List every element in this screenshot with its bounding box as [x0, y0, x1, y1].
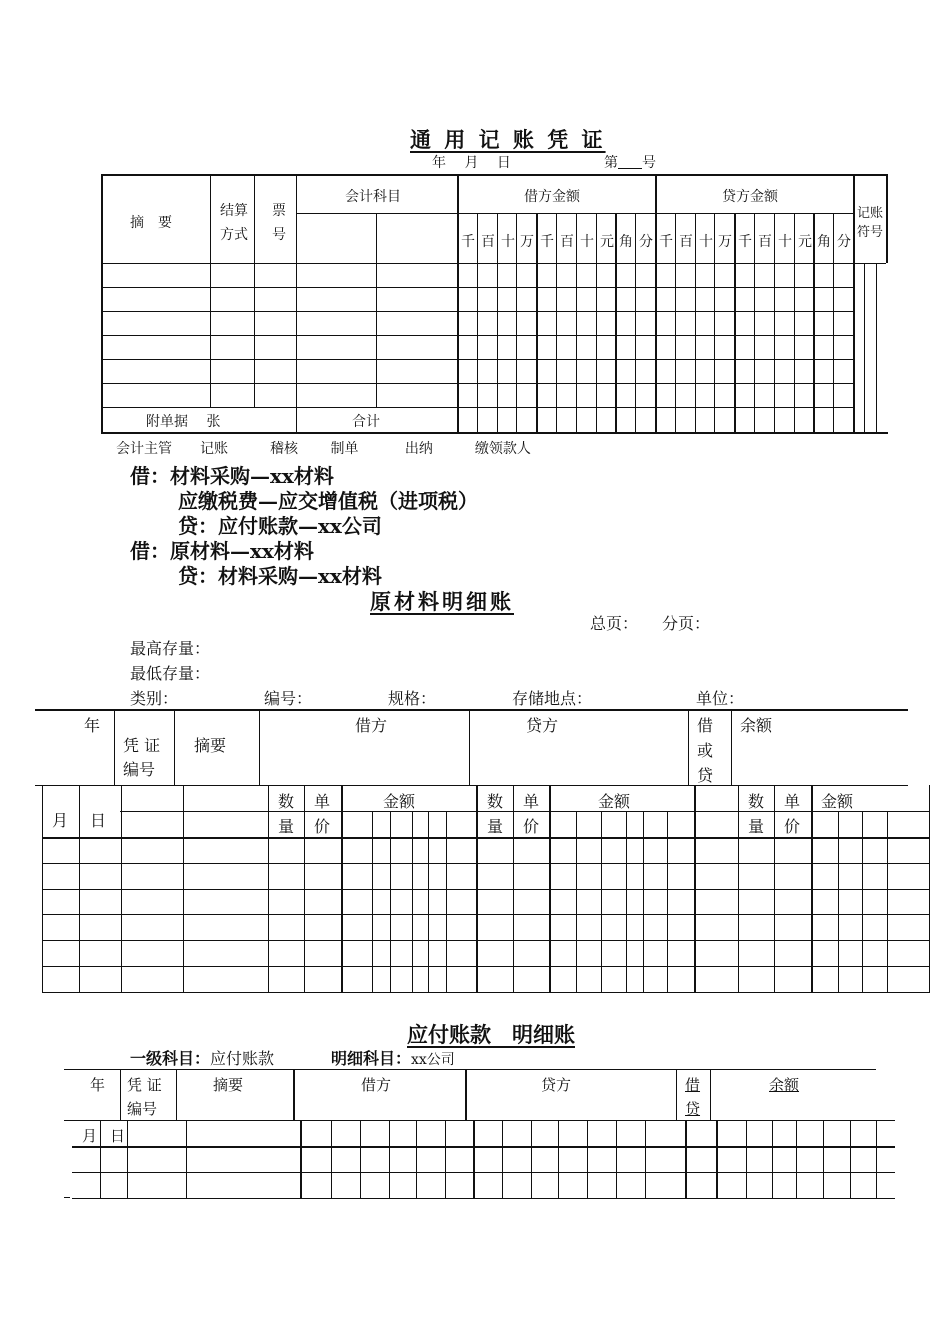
grid-line: [42, 837, 930, 839]
ledger1-pages: 总页： 分页：: [590, 614, 711, 633]
grid-line: [850, 1120, 851, 1198]
grid-line: [556, 213, 557, 432]
ledger1-credit-price-2: 价: [523, 817, 540, 836]
entry-line-2: 应缴税费—应交增值税（进项税）: [178, 489, 478, 513]
ledger1-category: 类别：: [130, 689, 179, 708]
credit-digit-header: 十: [778, 234, 792, 250]
grid-line: [42, 914, 930, 915]
grid-line: [731, 709, 732, 785]
grid-line: [675, 213, 676, 432]
grid-line: [714, 213, 715, 432]
ledger1-header-credit: 贷方: [526, 716, 559, 735]
ledger2-header-voucher-2: 编号: [127, 1100, 158, 1118]
grid-line: [101, 432, 888, 434]
ledger2-title: 应付账款 明细账: [407, 1022, 575, 1047]
ledger2-detail-label: 明细科目：: [331, 1049, 412, 1068]
voucher-number-suffix: 号: [642, 155, 656, 171]
ledger1-header-year: 年: [84, 716, 101, 735]
ledger1-header-balance: 余额: [740, 716, 773, 735]
ledger1-location: 存储地点：: [512, 689, 593, 708]
grid-line: [296, 213, 457, 214]
grid-line: [643, 811, 644, 993]
grid-line: [876, 1120, 877, 1198]
grid-line: [502, 1120, 503, 1198]
voucher-number-blank: [618, 154, 642, 169]
grid-line: [114, 709, 115, 785]
grid-line: [626, 811, 627, 993]
grid-line: [513, 785, 514, 993]
grid-line: [833, 213, 834, 432]
debit-digit-header: 百: [560, 234, 574, 250]
grid-line: [360, 1120, 361, 1198]
grid-line: [587, 1120, 588, 1198]
ledger1-credit-amount: 金额: [598, 792, 631, 811]
debit-digit-header: 元: [600, 234, 614, 250]
grid-line: [100, 1120, 101, 1198]
grid-line: [645, 1120, 646, 1198]
grid-line: [886, 174, 888, 263]
grid-line: [341, 785, 343, 993]
credit-digit-header: 元: [798, 234, 812, 250]
debit-digit-header: 角: [619, 234, 633, 250]
ledger2-header-credit: 贷方: [541, 1076, 572, 1094]
grid-line: [254, 174, 255, 407]
ledger1-header-dir-3: 贷: [697, 766, 714, 785]
grid-line: [469, 709, 470, 785]
grid-line: [772, 1120, 773, 1198]
voucher-header-ticket-2: 号: [272, 227, 286, 243]
grid-line: [174, 709, 175, 785]
grid-line: [794, 213, 795, 432]
grid-line: [372, 811, 373, 993]
debit-digit-header: 分: [639, 234, 653, 250]
grid-line: [42, 940, 930, 941]
debit-digit-header: 千: [461, 234, 475, 250]
credit-digit-header: 千: [659, 234, 673, 250]
ledger1-header-month: 月: [52, 811, 69, 830]
grid-line: [64, 1120, 895, 1121]
credit-digit-header: 百: [758, 234, 772, 250]
grid-line: [42, 863, 930, 864]
voucher-header-mark-1: 记账: [857, 206, 884, 221]
ledger1-balance-price-2: 价: [784, 817, 801, 836]
grid-line: [738, 785, 739, 993]
grid-line: [416, 1120, 417, 1198]
ledger1-balance-price-1: 单: [784, 792, 801, 811]
credit-digit-header: 分: [837, 234, 851, 250]
grid-line: [716, 1120, 718, 1198]
ledger2-header-month: 月: [82, 1127, 98, 1145]
grid-line: [42, 992, 930, 993]
ledger1-credit-price-1: 单: [523, 792, 540, 811]
voucher-title: 通 用 记 账 凭 证: [410, 127, 606, 152]
grid-line: [268, 785, 269, 993]
grid-line: [497, 213, 498, 432]
voucher-header-settle-2: 方式: [220, 227, 248, 243]
grid-line: [536, 213, 538, 432]
debit-digit-header: 十: [580, 234, 594, 250]
grid-line: [42, 889, 930, 890]
ledger2-level1-value: 应付账款: [210, 1049, 275, 1068]
ledger1-number: 编号：: [264, 689, 313, 708]
grid-line: [635, 213, 636, 432]
grid-line: [853, 263, 886, 264]
grid-line: [746, 1120, 747, 1198]
ledger1-spec: 规格：: [388, 689, 437, 708]
grid-line: [42, 966, 930, 967]
ledger1-debit-qty-1: 数: [278, 792, 295, 811]
ledger2-level1: [130, 1046, 274, 1069]
ledger1-header-dir-2: 或: [697, 741, 714, 760]
ledger2-header-summary: 摘要: [213, 1076, 244, 1094]
grid-line: [813, 213, 815, 432]
grid-line: [864, 263, 865, 432]
entry-line-1: 借：材料采购—xx材料: [130, 464, 334, 488]
grid-line: [183, 785, 184, 993]
ledger1-header-dir-1: 借: [697, 716, 714, 735]
ledger1-credit-qty-1: 数: [487, 792, 504, 811]
grid-line: [695, 213, 696, 432]
grid-line: [853, 174, 855, 432]
voucher-signatures: 会计主管 记账 稽核 制单 出纳 缴领款人: [116, 441, 531, 457]
grid-line: [688, 709, 689, 785]
grid-line: [685, 1120, 687, 1198]
ledger1-max-stock: 最高存量：: [130, 639, 211, 658]
debit-digit-header: 万: [520, 234, 534, 250]
credit-digit-header: 千: [738, 234, 752, 250]
grid-line: [304, 785, 305, 993]
grid-line: [293, 1069, 295, 1120]
ledger2-header-year: 年: [90, 1076, 106, 1094]
grid-line: [331, 1120, 332, 1198]
grid-line: [42, 785, 43, 993]
grid-line: [121, 785, 122, 993]
ledger1-debit-amount: 金额: [383, 792, 416, 811]
grid-line: [127, 1120, 128, 1198]
voucher-header-account: 会计科目: [345, 189, 401, 205]
grid-line: [601, 811, 602, 993]
grid-line: [576, 213, 577, 432]
ledger1-credit-qty-2: 量: [487, 817, 504, 836]
grid-line: [676, 1069, 677, 1120]
voucher-header-credit: 贷方金额: [722, 189, 778, 205]
grid-line: [390, 811, 391, 993]
voucher-date-line: 年 月 日: [432, 155, 511, 171]
ledger1-header-voucher-2: 编号: [123, 760, 156, 779]
grid-line: [549, 785, 551, 993]
voucher-footer-total: 合计: [352, 414, 380, 430]
debit-digit-header: 十: [501, 234, 515, 250]
grid-line: [210, 174, 211, 407]
entry-line-4: 借：原材料—xx材料: [130, 539, 314, 563]
credit-digit-header: 十: [699, 234, 713, 250]
credit-digit-header: 角: [817, 234, 831, 250]
grid-line: [300, 1120, 302, 1198]
grid-line: [796, 1120, 797, 1198]
ledger1-header-voucher-1: 凭 证: [123, 736, 161, 755]
grid-line: [445, 1120, 446, 1198]
ledger1-debit-qty-2: 量: [278, 817, 295, 836]
grid-line: [823, 1120, 824, 1198]
grid-line: [558, 1120, 559, 1198]
grid-line: [754, 213, 755, 432]
grid-line: [774, 213, 775, 432]
ledger2-header-debit: 借方: [361, 1076, 392, 1094]
grid-line: [616, 1120, 617, 1198]
ledger2-detail-value: xx公司: [411, 1052, 455, 1068]
grid-line: [176, 1069, 177, 1120]
voucher-footer-attach: 附单据 张: [146, 414, 221, 430]
ledger1-debit-price-1: 单: [314, 792, 331, 811]
grid-line: [64, 1197, 70, 1198]
grid-line: [516, 213, 517, 432]
grid-line: [615, 213, 617, 432]
grid-line: [734, 213, 736, 432]
grid-line: [64, 1069, 876, 1070]
ledger1-header-summary: 摘要: [194, 736, 227, 755]
voucher-number: [604, 152, 656, 172]
ledger1-balance-amount: 金额: [821, 792, 854, 811]
grid-line: [465, 1069, 467, 1120]
grid-line: [811, 785, 813, 993]
entry-line-5: 贷：材料采购—xx材料: [178, 564, 382, 588]
credit-digit-header: 万: [718, 234, 732, 250]
debit-digit-header: 百: [481, 234, 495, 250]
grid-line: [667, 811, 668, 993]
ledger1-debit-price-2: 价: [314, 817, 331, 836]
grid-line: [79, 785, 80, 993]
grid-line: [101, 174, 103, 434]
grid-line: [186, 1120, 187, 1198]
grid-line: [376, 213, 377, 407]
grid-line: [734, 785, 908, 786]
grid-line: [389, 1120, 390, 1198]
ledger1-header-day: 日: [90, 811, 107, 830]
voucher-header-summary: 摘 要: [130, 215, 172, 231]
grid-line: [35, 785, 114, 786]
grid-line: [446, 811, 447, 993]
ledger1-header-debit: 借方: [355, 716, 388, 735]
grid-line: [473, 1120, 475, 1198]
ledger2-header-dir-2: 贷: [685, 1100, 701, 1118]
ledger2-header-dir-1: 借: [685, 1076, 701, 1094]
grid-line: [72, 1198, 895, 1199]
grid-line: [428, 811, 429, 993]
grid-line: [35, 709, 908, 711]
ledger2-header-balance: 余额: [769, 1076, 800, 1094]
grid-line: [531, 1120, 532, 1198]
voucher-header-debit: 借方金额: [524, 189, 580, 205]
grid-line: [259, 709, 260, 785]
voucher-header-ticket-1: 票: [272, 203, 286, 219]
ledger1-balance-qty-1: 数: [748, 792, 765, 811]
grid-line: [838, 811, 839, 993]
ledger2-header-day: 日: [110, 1127, 126, 1145]
ledger1-unit: 单位：: [696, 689, 745, 708]
grid-line: [576, 811, 577, 993]
entry-line-3: 贷：应付账款—xx公司: [178, 514, 382, 538]
debit-digit-header: 千: [540, 234, 554, 250]
grid-line: [929, 785, 930, 993]
credit-digit-header: 百: [679, 234, 693, 250]
grid-line: [412, 811, 413, 993]
grid-line: [774, 785, 775, 993]
grid-line: [477, 213, 478, 432]
grid-line: [876, 263, 877, 432]
ledger1-min-stock: 最低存量：: [130, 664, 211, 683]
ledger1-title: 原材料明细账: [370, 589, 514, 614]
grid-line: [596, 213, 597, 432]
voucher-header-mark-2: 符号: [857, 225, 884, 240]
voucher-header-settle-1: 结算: [220, 203, 248, 219]
grid-line: [887, 811, 888, 993]
ledger2-level1-label: 一级科目：: [130, 1049, 211, 1068]
grid-line: [120, 1069, 121, 1120]
ledger2-header-voucher-1: 凭 证: [127, 1076, 162, 1094]
grid-line: [476, 785, 478, 993]
grid-line: [694, 785, 696, 993]
voucher-number-prefix: 第: [604, 155, 618, 171]
grid-line: [862, 811, 863, 993]
ledger2-detail: [331, 1046, 455, 1069]
grid-line: [710, 1069, 711, 1120]
grid-line: [101, 174, 888, 176]
ledger1-balance-qty-2: 量: [748, 817, 765, 836]
